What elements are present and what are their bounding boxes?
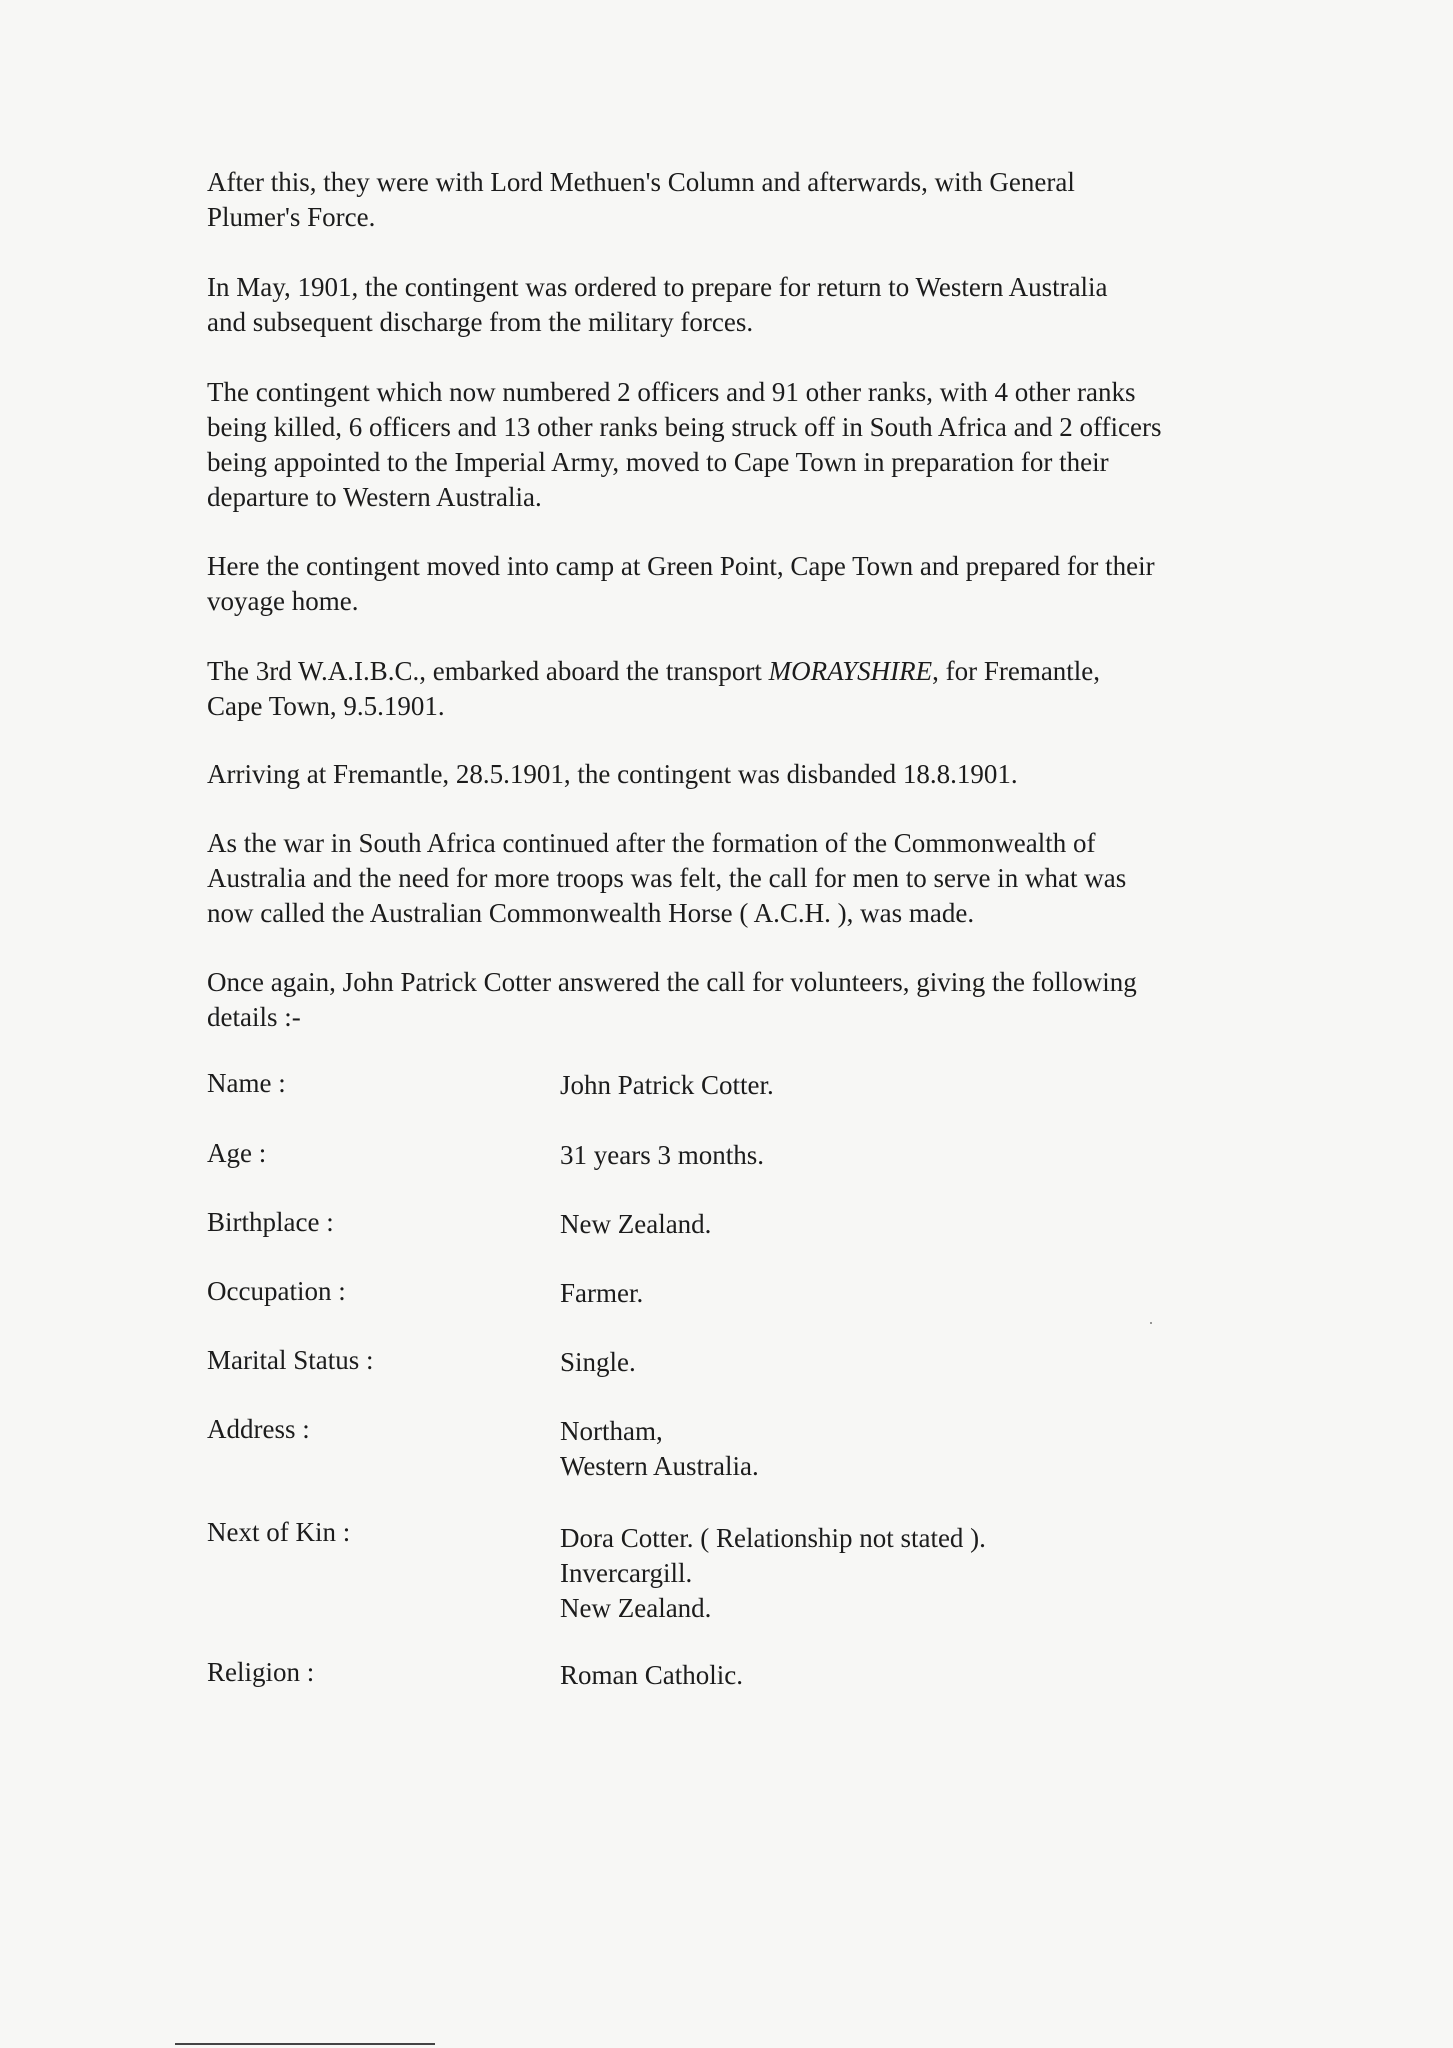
detail-value-marital-status: Single. [560,1347,636,1377]
paragraph-embarkation [207,654,1267,724]
detail-value-occupation: Farmer. [560,1278,644,1308]
detail-value-birthplace: New Zealand. [560,1209,712,1239]
detail-value-next-of-kin: Dora Cotter. ( Relationship not stated ). Invercargill. New Zealand. [560,1523,986,1623]
paragraph-volunteer-details: Once again, John Patrick Cotter answered the call for volunteers, giving the following details :- [207,967,1137,1032]
paragraph-return-order: In May, 1901, the contingent was ordered to prepare for return to Western Australia and subsequent discharge from the military forces. [207,272,1108,337]
paragraph-disbanded: Arriving at Fremantle, 28.5.1901, the contingent was disbanded 18.8.1901. [207,759,1018,789]
detail-label-name: Name : [207,1068,286,1098]
detail-value-religion: Roman Catholic. [560,1660,743,1690]
detail-value-address: Northam, Western Australia. [560,1416,759,1481]
detail-value-age: 31 years 3 months. [560,1140,764,1170]
scan-speck [1150,1322,1152,1324]
detail-label-religion: Religion : [207,1657,315,1687]
paragraph-methuen-column: After this, they were with Lord Methuen's Column and afterwards, with General Plumer's Force. [207,167,1075,232]
detail-value-name: John Patrick Cotter. [560,1070,774,1100]
embarkation-text-start: The 3rd W.A.I.B.C., embarked aboard the transport [207,656,769,686]
detail-label-age: Age : [207,1138,267,1168]
paragraph-green-point-camp: Here the contingent moved into camp at Green Point, Cape Town and prepared for their voyage home. [207,551,1155,616]
detail-label-occupation: Occupation : [207,1276,346,1306]
embarkation-text-end: , for Fremantle, Cape Town, 9.5.1901. [207,656,1101,721]
detail-label-next-of-kin: Next of Kin : [207,1517,351,1547]
page-edge-line [175,2043,435,2045]
ship-name: MORAYSHIRE [768,656,933,686]
detail-label-birthplace: Birthplace : [207,1207,334,1237]
detail-label-address: Address : [207,1414,310,1444]
paragraph-contingent-numbers: The contingent which now numbered 2 officers and 91 other ranks, with 4 other ranks being killed, 6 officers and 13 other ranks being struck off in South Africa and 2 officers being appointed to the Imperial Army, moved to Cape Town in preparation for their departure to Western Australia. [207,377,1162,512]
paragraph-ach-call: As the war in South Africa continued after the formation of the Commonwealth of Australia and the need for more troops was felt, the call for men to serve in what was now called the Australian Commonwealth Horse ( A.C.H. ), was made. [207,828,1127,928]
detail-label-marital-status: Marital Status : [207,1345,374,1375]
